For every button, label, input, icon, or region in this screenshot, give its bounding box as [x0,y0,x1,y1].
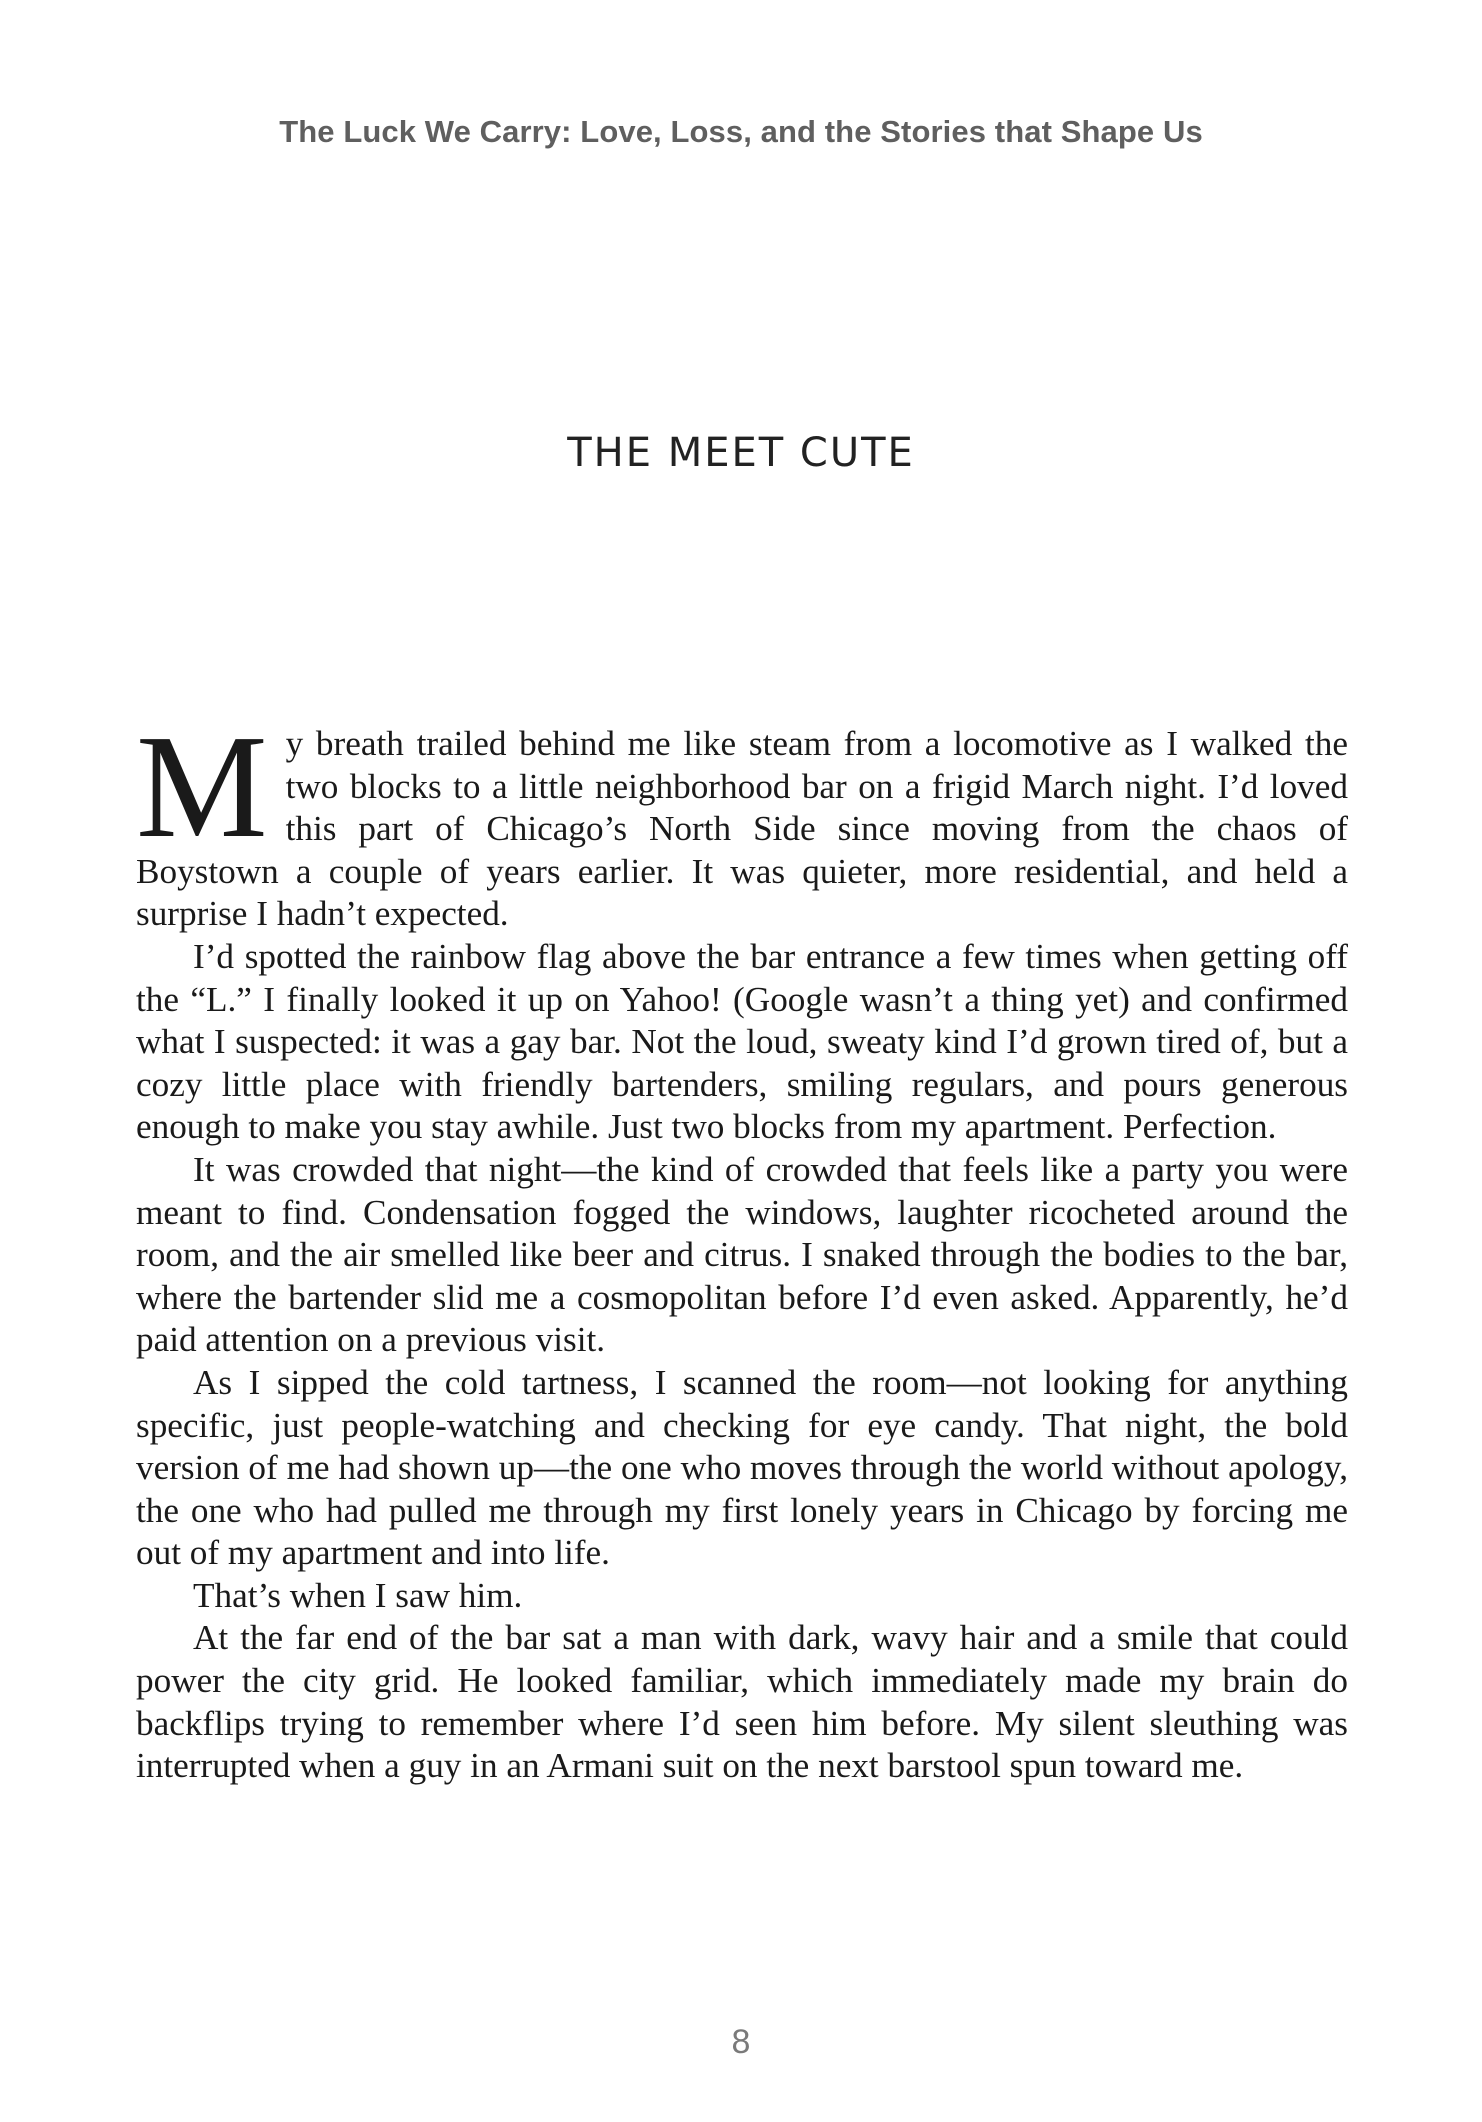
chapter-title: THE MEET CUTE [567,430,915,476]
drop-cap: M [136,705,268,869]
paragraph-4: As I sipped the cold tartness, I scanned the room—not looking for anything specific, just people-watching and checking for eye candy. That night, the bold version of me had shown up—the one who moves through the world without apology, the one who had pulled me through my first lonely years in Chicago by forcing me out of my apartment and into life. [136,1362,1348,1573]
paragraph-1-text: y breath trailed behind me like steam from a locomotive as I walked the two blocks to a little neighborhood bar on a frigid March night. I’d loved this part of Chicago’s North Side since moving from the chaos of Boystown a couple of years earlier. It was quieter, more residential, and held a surprise I hadn’t expected. [136,724,1348,934]
paragraph-5: That’s when I saw him. [193,1575,523,1615]
paragraph-1 [136,705,1348,936]
page-number: 8 [731,2023,751,2061]
chapter-body [136,705,1348,1788]
paragraph-6: At the far end of the bar sat a man with dark, wavy hair and a smile that could power the city grid. He looked familiar, which immediately made my brain do backflips trying to remember where I’d seen him before. My silent sleuthing was interrupted when a guy in an Armani suit on the next barstool spun toward me. [136,1618,1348,1786]
running-header-book-title: The Luck We Carry: Love, Loss, and the Stories that Shape Us [279,114,1203,149]
paragraph-3: It was crowded that night—the kind of crowded that feels like a party you were meant to find. Condensation fogged the windows, laughter ricocheted around the room, and the air smelled like beer and citrus. I snaked through the bodies to the bar, where the bartender slid me a cosmopolitan before I’d even asked. Apparently, he’d paid attention on a previous visit. [136,1149,1348,1360]
paragraph-2: I’d spotted the rainbow flag above the bar entrance a few times when getting off the “L.” I finally looked it up on Yahoo! (Google wasn’t a thing yet) and confirmed what I suspected: it was a gay bar. Not the loud, sweaty kind I’d grown tired of, but a cozy little place with friendly bartenders, smiling regulars, and pours generous enough to make you stay awhile. Just two blocks from my apartment. Perfection. [136,936,1348,1147]
